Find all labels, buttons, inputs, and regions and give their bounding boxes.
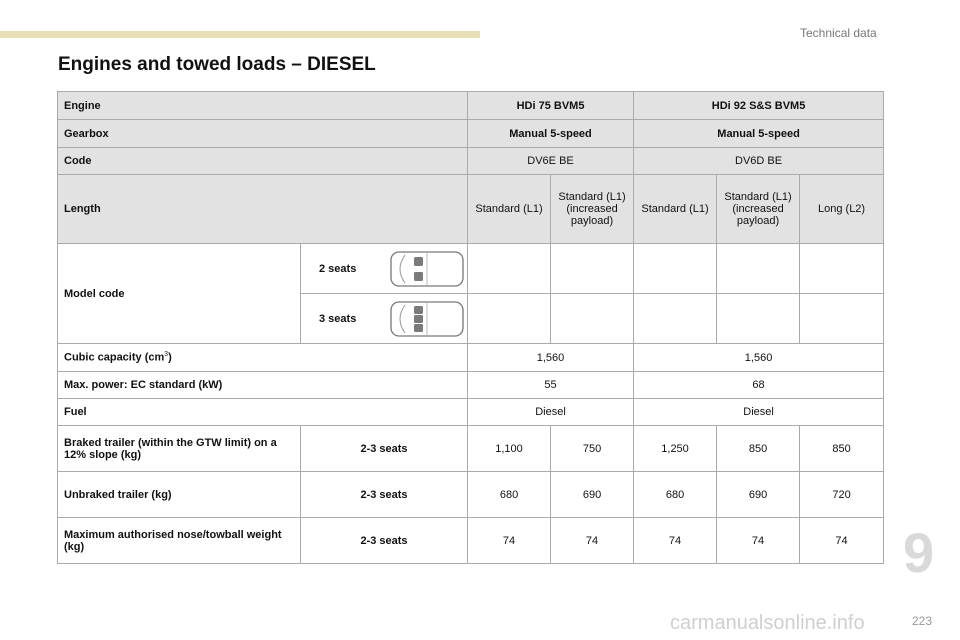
power-value-1: 55 [468, 372, 634, 399]
fuel-value-1: Diesel [468, 399, 634, 426]
code-value-1: DV6E BE [468, 148, 634, 175]
engine-row [58, 92, 884, 120]
length-value-5: Long (L2) [800, 175, 884, 244]
braked-value-2: 750 [551, 426, 634, 472]
cubic-capacity-row [58, 344, 884, 372]
unbraked-value-3: 680 [634, 472, 717, 518]
length-value-3: Standard (L1) [634, 175, 717, 244]
code-label: Code [58, 148, 468, 175]
seats-2-label: 2 seats [319, 262, 357, 275]
cubic-value-1: 1,560 [468, 344, 634, 372]
length-label: Length [58, 175, 468, 244]
engine-label: Engine [58, 92, 468, 120]
code-row [58, 148, 884, 175]
model-2-seats-cell [301, 244, 468, 294]
nose-value-2: 74 [551, 518, 634, 564]
gearbox-row [58, 120, 884, 148]
model-code-row-2-seats [58, 244, 884, 294]
unbraked-value-5: 720 [800, 472, 884, 518]
nose-value-1: 74 [468, 518, 551, 564]
van-3-seats-icon [387, 299, 467, 339]
engines-table [57, 91, 884, 564]
braked-value-4: 850 [717, 426, 800, 472]
top-accent-bar [0, 31, 480, 38]
nose-value-5: 74 [800, 518, 884, 564]
power-row [58, 372, 884, 399]
section-label: Technical data [800, 26, 877, 40]
gearbox-value-2: Manual 5-speed [634, 120, 884, 148]
braked-trailer-label: Braked trailer (within the GTW limit) on a 12% slope (kg) [58, 426, 301, 472]
power-label: Max. power: EC standard (kW) [58, 372, 468, 399]
gearbox-label: Gearbox [58, 120, 468, 148]
braked-trailer-row [58, 426, 884, 472]
nose-value-3: 74 [634, 518, 717, 564]
length-value-4: Standard (L1) (increased payload) [717, 175, 800, 244]
nose-weight-row [58, 518, 884, 564]
engine-hdi75: HDi 75 BVM5 [468, 92, 634, 120]
unbraked-value-1: 680 [468, 472, 551, 518]
fuel-row [58, 399, 884, 426]
nose-value-4: 74 [717, 518, 800, 564]
unbraked-trailer-row [58, 472, 884, 518]
chapter-number: 9 [903, 521, 935, 584]
engine-hdi92: HDi 92 S&S BVM5 [634, 92, 884, 120]
nose-weight-label: Maximum authorised nose/towball weight (kg) [58, 518, 301, 564]
fuel-label: Fuel [58, 399, 468, 426]
unbraked-trailer-label: Unbraked trailer (kg) [58, 472, 301, 518]
cubic-value-2: 1,560 [634, 344, 884, 372]
gearbox-value-1: Manual 5-speed [468, 120, 634, 148]
braked-value-5: 850 [800, 426, 884, 472]
model-code-label: Model code [58, 244, 301, 344]
van-2-seats-icon [387, 249, 467, 289]
nose-seats: 2-3 seats [301, 518, 468, 564]
length-value-1: Standard (L1) [468, 175, 551, 244]
seats-3-label: 3 seats [319, 312, 357, 325]
cubic-capacity-label: Cubic capacity $(cm^3)$ [58, 344, 468, 372]
page-title: Engines and towed loads – DIESEL [58, 54, 376, 75]
code-value-2: DV6D BE [634, 148, 884, 175]
unbraked-value-2: 690 [551, 472, 634, 518]
model-3-seats-cell [301, 294, 468, 344]
braked-value-3: 1,250 [634, 426, 717, 472]
braked-seats: 2-3 seats [301, 426, 468, 472]
unbraked-seats: 2-3 seats [301, 472, 468, 518]
unbraked-value-4: 690 [717, 472, 800, 518]
power-value-2: 68 [634, 372, 884, 399]
length-value-2: Standard (L1) (increased payload) [551, 175, 634, 244]
length-row [58, 175, 884, 244]
page-number: 223 [912, 614, 933, 628]
braked-value-1: 1,100 [468, 426, 551, 472]
fuel-value-2: Diesel [634, 399, 884, 426]
watermark: carmanualsonline.info [670, 612, 865, 634]
